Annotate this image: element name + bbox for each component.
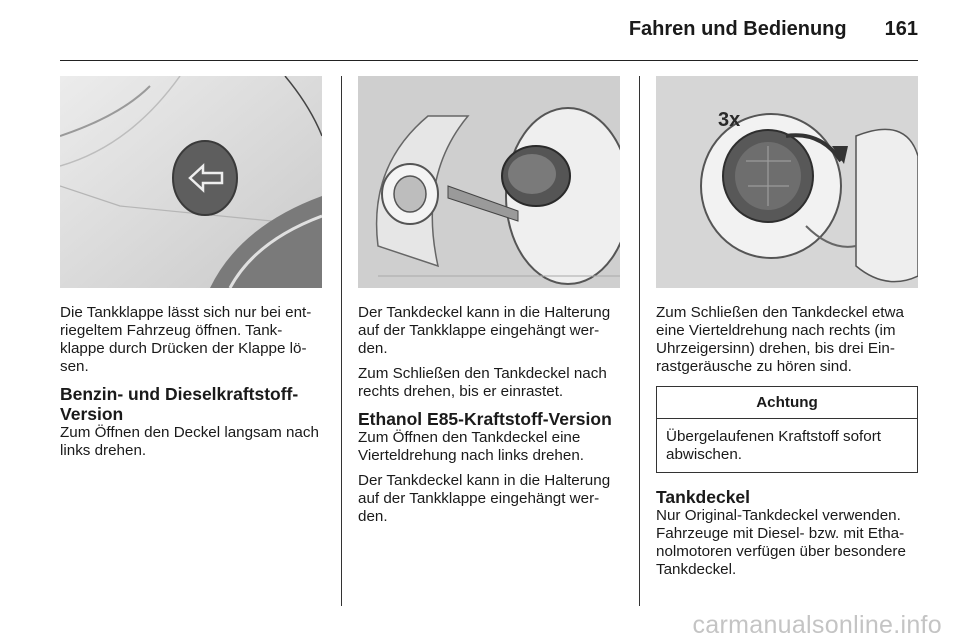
column-1 [60, 76, 322, 467]
paragraph: Nur Original-Tankdeckel verwenden. Fahrzeuge mit Diesel- bzw. mit Etha-nolmotoren verfügen über besondere Tankdeckel. [656, 507, 906, 578]
section-heading: Benzin- und Dieselkraftstoff-Version [60, 384, 299, 424]
column-divider [341, 76, 342, 606]
paragraph: Die Tankklappe lässt sich nur bei ent-riegeltem Fahrzeug öffnen. Tank-klappe durch Drücken der Klappe lö-sen. [60, 304, 312, 375]
section-heading: Ethanol E85-Kraftstoff-Version [358, 409, 612, 429]
page-header [629, 18, 918, 48]
page-number: 161 [884, 18, 918, 40]
paragraph: Zum Schließen den Tankdeckel nach rechts drehen, bis er einrastet. [358, 365, 607, 400]
paragraph: Der Tankdeckel kann in die Halterung auf der Tankklappe eingehängt wer-den. [358, 304, 611, 357]
fuel-cap-holder-illustration [358, 76, 620, 288]
column-divider [639, 76, 640, 606]
caution-title: Achtung [657, 387, 917, 419]
column-2 [358, 76, 620, 533]
column-3 [656, 76, 918, 586]
rotation-count-label: 3x [718, 109, 741, 131]
caution-text: Übergelaufenen Kraftstoff sofort abwischen. [666, 428, 882, 463]
header-rule [60, 60, 918, 61]
paragraph: Zum Öffnen den Deckel langsam nach links drehen. [60, 424, 319, 459]
paragraph: Zum Öffnen den Tankdeckel eine Vierteldrehung nach links drehen. [358, 429, 584, 464]
paragraph: Der Tankdeckel kann in die Halterung auf der Tankklappe eingehängt wer-den. [358, 472, 611, 525]
watermark: carmanualsonline.info [692, 611, 942, 639]
caution-box [656, 386, 918, 473]
fuel-flap-closed-illustration [60, 76, 322, 288]
page-title: Fahren und Bedienung [628, 18, 847, 40]
fuel-cap-rotate-illustration [656, 76, 918, 288]
paragraph: Zum Schließen den Tankdeckel etwa eine Vierteldrehung nach rechts (im Uhrzeigersinn) drehen, bis drei Ein-rastgeräusche zu hören sind. [656, 304, 904, 375]
section-heading: Tankdeckel [656, 487, 751, 507]
